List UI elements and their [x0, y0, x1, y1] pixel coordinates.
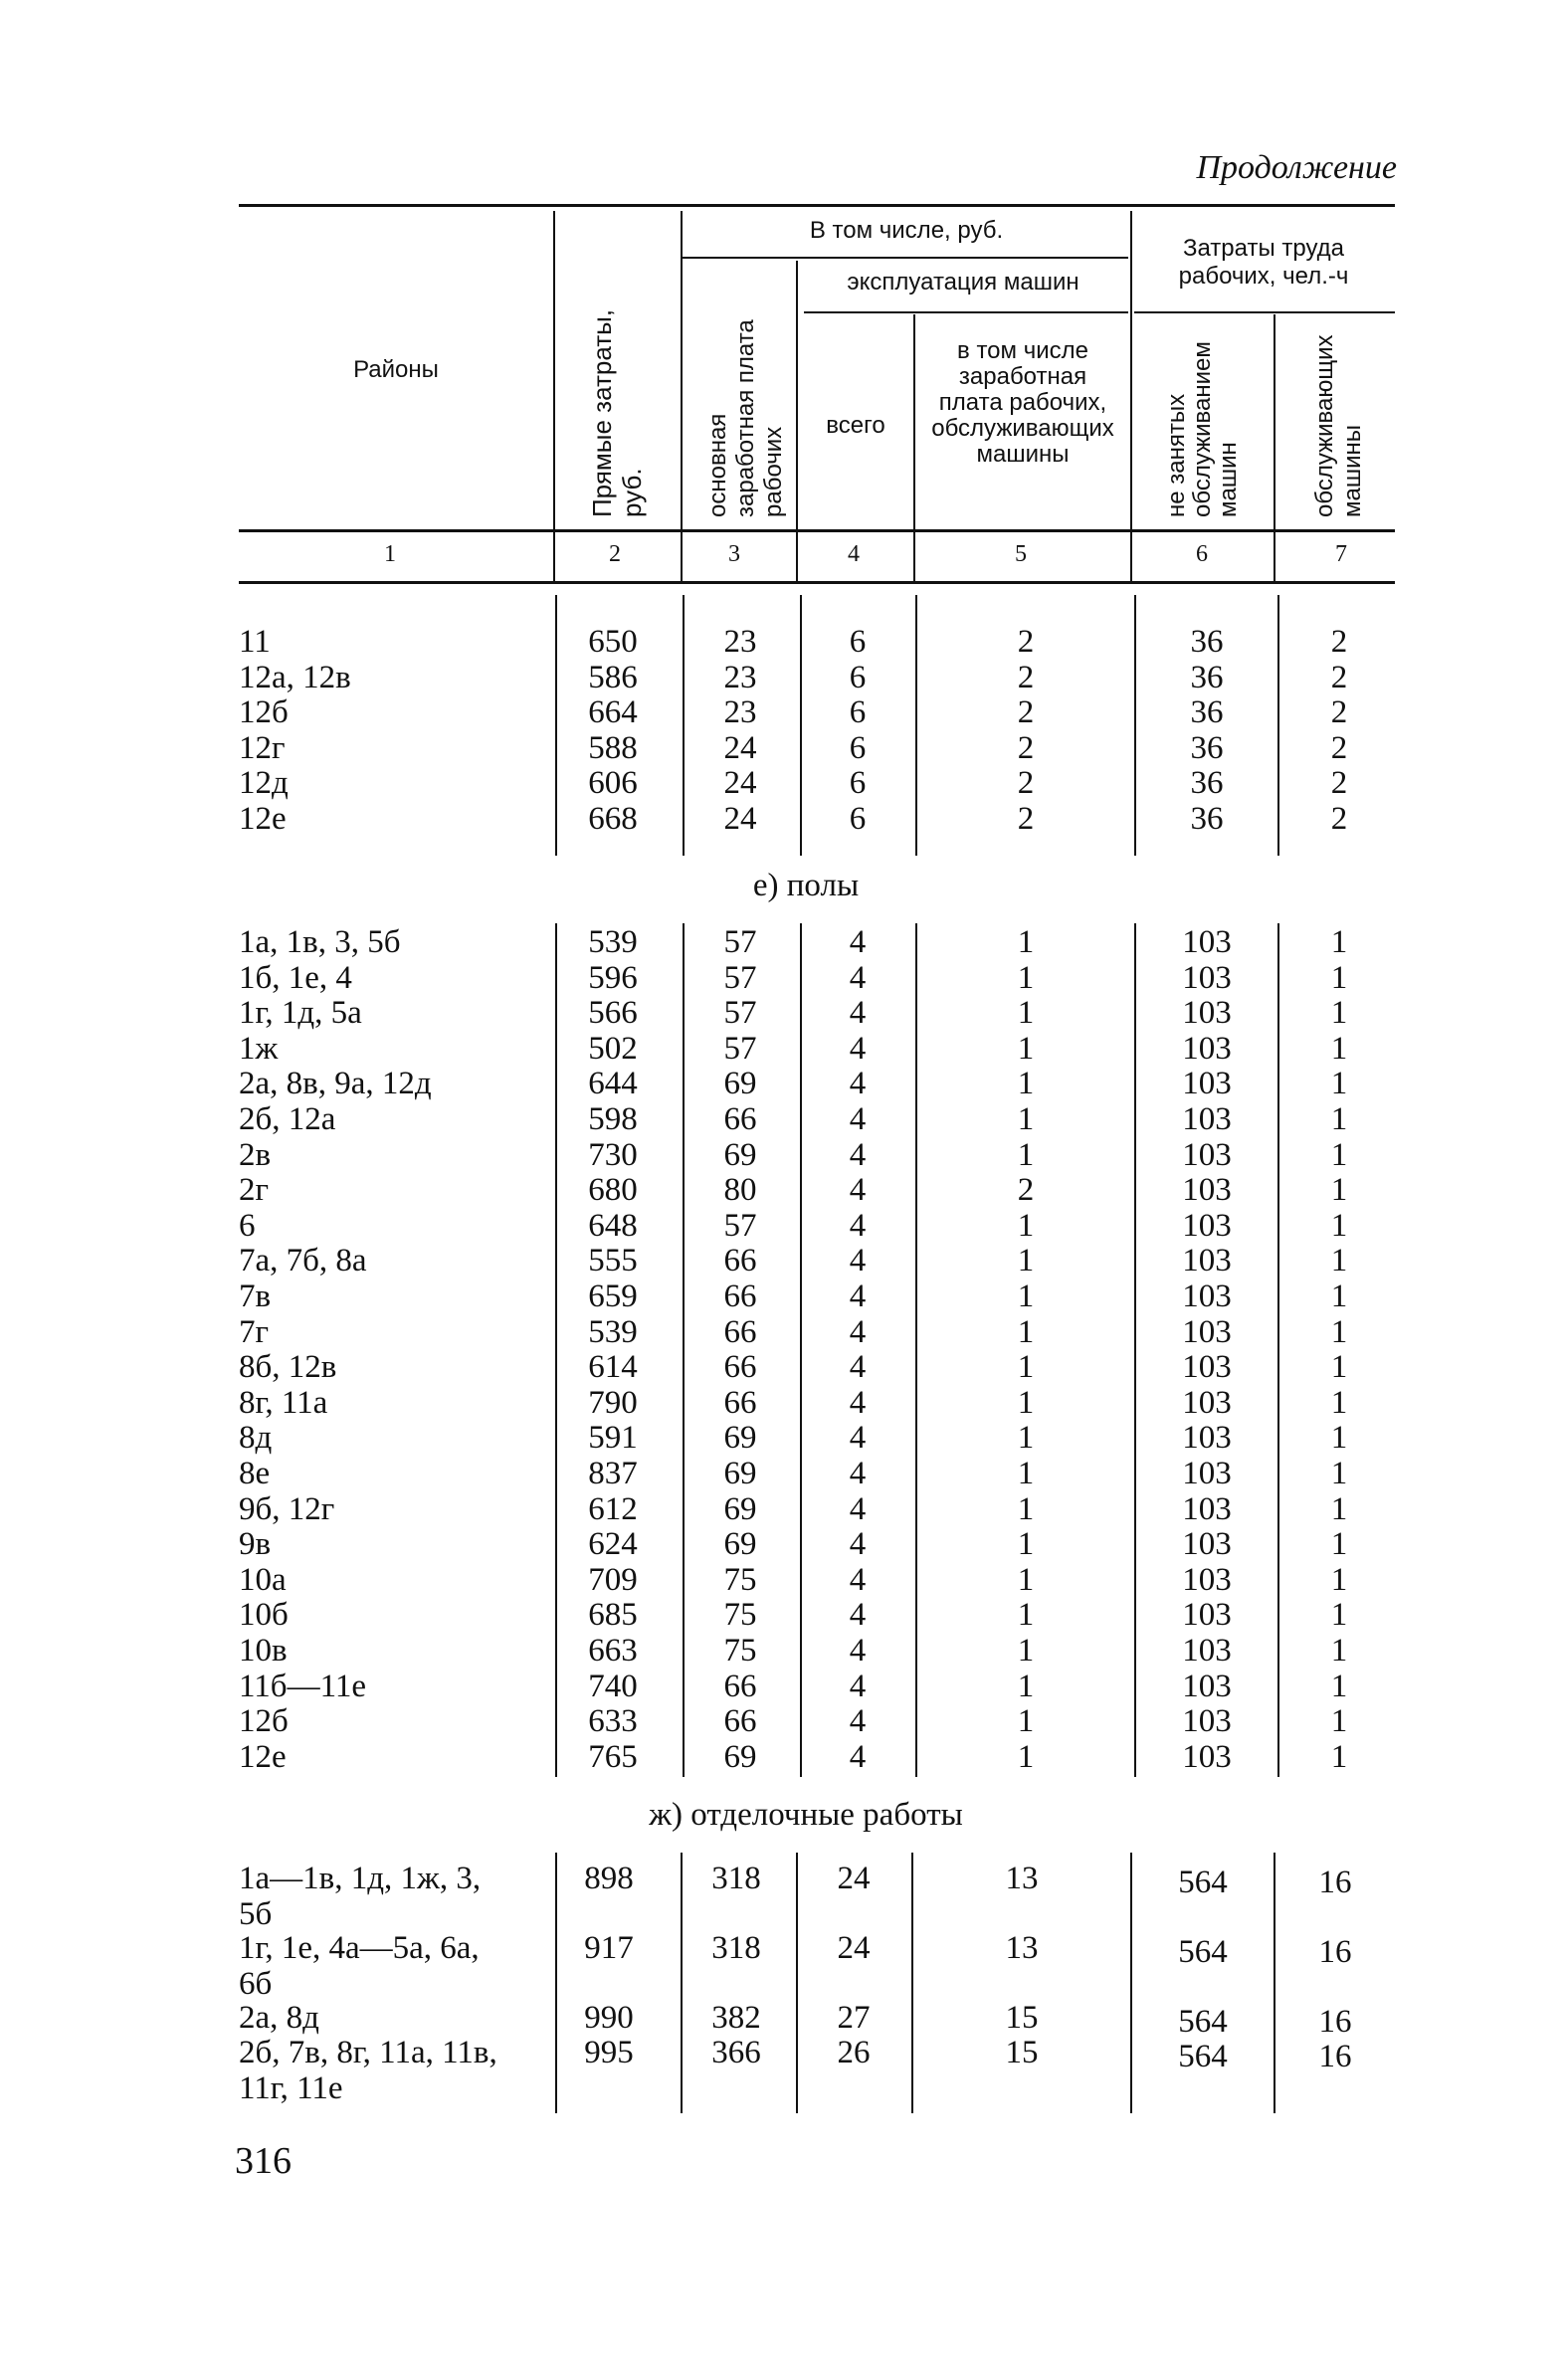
value-cell: 1: [1330, 1738, 1348, 1775]
region-cell: 8д: [239, 1420, 273, 1457]
body-divider: [915, 923, 917, 1777]
header-incl-group: В том числе, руб.: [809, 217, 1004, 244]
value-cell: 2: [1017, 694, 1035, 731]
header-sub-rule-incl: [683, 257, 1128, 259]
value-cell: 69: [723, 1526, 757, 1563]
region-cell: 12е: [239, 801, 287, 837]
value-cell: 1: [1330, 1136, 1348, 1173]
value-cell: 502: [588, 1030, 638, 1067]
value-cell: 4: [849, 1668, 867, 1704]
value-cell: 66: [723, 1278, 757, 1314]
region-cell: 1ж: [239, 1030, 279, 1067]
value-cell: 75: [723, 1597, 757, 1634]
region-cell: 12б: [239, 1703, 289, 1740]
value-cell: 57: [723, 959, 757, 996]
value-cell: 990: [584, 2000, 634, 2036]
region-line: 1г, 1е, 4а—5а, 6а,: [239, 1930, 480, 1966]
body-divider: [800, 595, 802, 856]
value-cell: 66: [723, 1243, 757, 1279]
value-cell: 4: [849, 1313, 867, 1350]
value-cell: 539: [588, 1313, 638, 1350]
value-cell: 16: [1318, 2039, 1352, 2074]
value-cell: 103: [1182, 1703, 1232, 1740]
value-cell: 917: [584, 1930, 634, 1966]
value-cell: 1: [1330, 1278, 1348, 1314]
value-cell: 1: [1330, 1703, 1348, 1740]
value-cell: 103: [1182, 1384, 1232, 1421]
value-cell: 103: [1182, 1420, 1232, 1457]
colnum: 6: [1196, 541, 1208, 567]
value-cell: 1: [1330, 1633, 1348, 1669]
value-cell: 69: [723, 1136, 757, 1173]
value-cell: 103: [1182, 1136, 1232, 1173]
value-cell: 1: [1330, 1561, 1348, 1598]
region-cell: 12д: [239, 765, 289, 802]
value-cell: 4: [849, 1490, 867, 1527]
body-divider: [1277, 595, 1279, 856]
region-cell: 7в: [239, 1278, 272, 1314]
region-cell: [239, 2035, 497, 2106]
value-cell: 13: [1005, 1861, 1039, 1896]
value-cell: 2: [1017, 765, 1035, 802]
value-cell: 103: [1182, 1243, 1232, 1279]
body-divider: [911, 1853, 913, 2113]
continuation-label: Продолжение: [1196, 149, 1397, 186]
value-cell: 612: [588, 1490, 638, 1527]
value-cell: 36: [1190, 624, 1224, 660]
value-cell: 103: [1182, 1101, 1232, 1137]
region-cell: [239, 1930, 480, 2002]
value-cell: 4: [849, 1136, 867, 1173]
value-cell: 1: [1330, 1207, 1348, 1244]
region-cell: 1б, 1е, 4: [239, 959, 352, 996]
header-top-rule: [239, 204, 1395, 207]
value-cell: 1: [1017, 1597, 1035, 1634]
colnum: 4: [848, 541, 860, 567]
value-cell: 318: [711, 1930, 761, 1966]
value-cell: 1: [1017, 1490, 1035, 1527]
value-cell: 596: [588, 959, 638, 996]
value-cell: 4: [849, 1349, 867, 1386]
value-cell: 1: [1330, 1456, 1348, 1491]
value-cell: 103: [1182, 995, 1232, 1032]
value-cell: 564: [1178, 2039, 1228, 2074]
value-cell: 624: [588, 1526, 638, 1563]
value-cell: 566: [588, 995, 638, 1032]
region-cell: 11б—11е: [239, 1668, 366, 1704]
value-cell: 6: [849, 659, 867, 695]
value-cell: 6: [849, 624, 867, 660]
value-cell: 1: [1330, 924, 1348, 960]
region-cell: 9б, 12г: [239, 1490, 335, 1527]
value-cell: 1: [1330, 1384, 1348, 1421]
header-direct-costs: Прямые затраты, руб.: [587, 308, 647, 517]
value-cell: 69: [723, 1456, 757, 1491]
value-cell: 1: [1017, 995, 1035, 1032]
value-cell: 650: [588, 624, 638, 660]
body-divider: [1134, 595, 1136, 856]
body-divider: [555, 923, 557, 1777]
value-cell: 588: [588, 729, 638, 766]
value-cell: 539: [588, 924, 638, 960]
region-cell: 12е: [239, 1738, 287, 1775]
value-cell: 4: [849, 1101, 867, 1137]
value-cell: 1: [1330, 1243, 1348, 1279]
region-line: 11г, 11е: [239, 2070, 343, 2106]
value-cell: 898: [584, 1861, 634, 1896]
header-machine-wage: в том числе заработная плата рабочих, обслуживающих машины: [931, 337, 1114, 468]
body-divider: [1274, 1853, 1275, 2113]
value-cell: 765: [588, 1738, 638, 1775]
region-line: 6б: [239, 1966, 273, 2002]
value-cell: 668: [588, 801, 638, 837]
value-cell: 103: [1182, 1030, 1232, 1067]
value-cell: 2: [1330, 694, 1348, 731]
region-cell: 6: [239, 1207, 256, 1244]
value-cell: 564: [1178, 2004, 1228, 2040]
value-cell: 1: [1017, 1313, 1035, 1350]
value-cell: 1: [1017, 1066, 1035, 1102]
value-cell: 4: [849, 1384, 867, 1421]
value-cell: 995: [584, 2035, 634, 2070]
value-cell: 1: [1330, 1668, 1348, 1704]
value-cell: 103: [1182, 1207, 1232, 1244]
value-cell: 103: [1182, 959, 1232, 996]
value-cell: 586: [588, 659, 638, 695]
value-cell: 4: [849, 1207, 867, 1244]
header-divider: [681, 211, 683, 581]
region-cell: 10в: [239, 1633, 288, 1669]
value-cell: 66: [723, 1101, 757, 1137]
value-cell: 790: [588, 1384, 638, 1421]
value-cell: 66: [723, 1384, 757, 1421]
header-divider: [553, 211, 555, 581]
value-cell: 6: [849, 801, 867, 837]
value-cell: 23: [723, 624, 757, 660]
value-cell: 2: [1330, 765, 1348, 802]
value-cell: 1: [1017, 1278, 1035, 1314]
section-title-floors: е) полы: [752, 868, 860, 903]
value-cell: 4: [849, 1030, 867, 1067]
value-cell: 659: [588, 1278, 638, 1314]
value-cell: 103: [1182, 1526, 1232, 1563]
value-cell: 24: [723, 801, 757, 837]
value-cell: 4: [849, 1456, 867, 1491]
value-cell: 709: [588, 1561, 638, 1598]
body-divider: [681, 1853, 683, 2113]
value-cell: 4: [849, 1703, 867, 1740]
value-cell: 1: [1017, 924, 1035, 960]
value-cell: 103: [1182, 1668, 1232, 1704]
value-cell: 4: [849, 959, 867, 996]
value-cell: 366: [711, 2035, 761, 2070]
value-cell: 1: [1330, 1066, 1348, 1102]
value-cell: 1: [1330, 1597, 1348, 1634]
value-cell: 1: [1330, 1030, 1348, 1067]
region-cell: 10б: [239, 1597, 289, 1634]
value-cell: 36: [1190, 729, 1224, 766]
header-divider: [1274, 314, 1275, 581]
value-cell: 4: [849, 1597, 867, 1634]
value-cell: 606: [588, 765, 638, 802]
value-cell: 664: [588, 694, 638, 731]
value-cell: 103: [1182, 1490, 1232, 1527]
body-divider: [683, 923, 685, 1777]
value-cell: 103: [1182, 924, 1232, 960]
region-cell: 2б, 12а: [239, 1101, 336, 1137]
value-cell: 1: [1330, 995, 1348, 1032]
value-cell: 1: [1330, 1313, 1348, 1350]
value-cell: 15: [1005, 2000, 1039, 2036]
value-cell: 103: [1182, 1349, 1232, 1386]
header-divider: [913, 314, 915, 581]
value-cell: 644: [588, 1066, 638, 1102]
value-cell: 103: [1182, 1313, 1232, 1350]
value-cell: 36: [1190, 765, 1224, 802]
value-cell: 1: [1017, 1349, 1035, 1386]
region-cell: 2в: [239, 1136, 272, 1173]
value-cell: 4: [849, 1526, 867, 1563]
value-cell: 1: [1017, 1526, 1035, 1563]
region-cell: 8б, 12в: [239, 1349, 337, 1386]
value-cell: 75: [723, 1633, 757, 1669]
value-cell: 15: [1005, 2035, 1039, 2070]
region-cell: 7а, 7б, 8а: [239, 1243, 367, 1279]
value-cell: 4: [849, 1738, 867, 1775]
value-cell: 1: [1017, 1207, 1035, 1244]
body-divider: [555, 1853, 557, 2113]
value-cell: 26: [837, 2035, 871, 2070]
value-cell: 66: [723, 1349, 757, 1386]
value-cell: 1: [1330, 1101, 1348, 1137]
value-cell: 23: [723, 659, 757, 695]
value-cell: 1: [1330, 1349, 1348, 1386]
value-cell: 66: [723, 1668, 757, 1704]
value-cell: 103: [1182, 1172, 1232, 1209]
value-cell: 57: [723, 995, 757, 1032]
header-labor-group: Затраты труда рабочих, чел.-ч: [1178, 235, 1349, 290]
colnum: 2: [609, 541, 621, 567]
region-cell: 7г: [239, 1313, 270, 1350]
value-cell: 648: [588, 1207, 638, 1244]
value-cell: 36: [1190, 694, 1224, 731]
value-cell: 2: [1330, 659, 1348, 695]
value-cell: 1: [1017, 1703, 1035, 1740]
value-cell: 614: [588, 1349, 638, 1386]
value-cell: 382: [711, 2000, 761, 2036]
region-line: 2б, 7в, 8г, 11а, 11в,: [239, 2035, 497, 2070]
value-cell: 598: [588, 1101, 638, 1137]
region-cell: 10а: [239, 1561, 287, 1598]
value-cell: 1: [1330, 959, 1348, 996]
region-cell: 11: [239, 624, 271, 660]
value-cell: 1: [1017, 959, 1035, 996]
value-cell: 103: [1182, 1597, 1232, 1634]
region-cell: 12б: [239, 694, 289, 731]
region-cell: 9в: [239, 1526, 272, 1563]
colnum: 1: [384, 541, 396, 567]
value-cell: 57: [723, 924, 757, 960]
body-divider: [555, 595, 557, 856]
value-cell: 837: [588, 1456, 638, 1491]
value-cell: 57: [723, 1030, 757, 1067]
value-cell: 1: [1017, 1668, 1035, 1704]
value-cell: 16: [1318, 2004, 1352, 2040]
value-cell: 318: [711, 1861, 761, 1896]
value-cell: 4: [849, 1066, 867, 1102]
value-cell: 4: [849, 1420, 867, 1457]
header-total: всего: [826, 412, 885, 439]
value-cell: 57: [723, 1207, 757, 1244]
value-cell: 4: [849, 1243, 867, 1279]
body-divider: [1134, 923, 1136, 1777]
region-line: 2а, 8д: [239, 2000, 319, 2036]
page-number: 316: [235, 2140, 292, 2182]
region-cell: 8е: [239, 1456, 271, 1491]
value-cell: 69: [723, 1738, 757, 1775]
body-divider: [1277, 923, 1279, 1777]
value-cell: 103: [1182, 1456, 1232, 1491]
value-cell: 2: [1330, 801, 1348, 837]
value-cell: 1: [1330, 1490, 1348, 1527]
header-sub-rule-labor: [1134, 311, 1395, 313]
value-cell: 103: [1182, 1738, 1232, 1775]
value-cell: 2: [1017, 801, 1035, 837]
value-cell: 36: [1190, 801, 1224, 837]
value-cell: 75: [723, 1561, 757, 1598]
value-cell: 4: [849, 1278, 867, 1314]
value-cell: 564: [1178, 1934, 1228, 1970]
value-cell: 1: [1017, 1136, 1035, 1173]
value-cell: 1: [1017, 1101, 1035, 1137]
value-cell: 69: [723, 1066, 757, 1102]
value-cell: 2: [1017, 624, 1035, 660]
value-cell: 4: [849, 1561, 867, 1598]
value-cell: 69: [723, 1490, 757, 1527]
value-cell: 103: [1182, 1066, 1232, 1102]
value-cell: 103: [1182, 1561, 1232, 1598]
value-cell: 1: [1330, 1526, 1348, 1563]
region-cell: 12а, 12в: [239, 659, 351, 695]
value-cell: 4: [849, 1633, 867, 1669]
body-divider: [683, 595, 685, 856]
value-cell: 103: [1182, 1278, 1232, 1314]
value-cell: 633: [588, 1703, 638, 1740]
header-not-machines: не занятых обслуживанием машин: [1163, 341, 1242, 517]
value-cell: 103: [1182, 1633, 1232, 1669]
value-cell: 564: [1178, 1865, 1228, 1900]
colnum: 7: [1335, 541, 1347, 567]
body-divider: [1130, 1853, 1132, 2113]
region-line: 1а—1в, 1д, 1ж, 3,: [239, 1861, 482, 1896]
colnum: 3: [728, 541, 740, 567]
value-cell: 27: [837, 2000, 871, 2036]
region-cell: 2г: [239, 1172, 270, 1209]
value-cell: 2: [1330, 729, 1348, 766]
value-cell: 1: [1017, 1384, 1035, 1421]
region-cell: 2а, 8в, 9а, 12д: [239, 1066, 432, 1102]
value-cell: 1: [1017, 1420, 1035, 1457]
value-cell: 555: [588, 1243, 638, 1279]
header-regions: Районы: [353, 356, 439, 383]
region-cell: [239, 1861, 481, 1932]
section-title-finishing: ж) отделочные работы: [649, 1797, 963, 1833]
value-cell: 66: [723, 1313, 757, 1350]
value-cell: 16: [1318, 1934, 1352, 1970]
region-cell: 1а, 1в, 3, 5б: [239, 924, 401, 960]
value-cell: 4: [849, 995, 867, 1032]
value-cell: 24: [837, 1861, 871, 1896]
body-divider: [915, 595, 917, 856]
value-cell: 2: [1017, 1172, 1035, 1209]
value-cell: 66: [723, 1703, 757, 1740]
value-cell: 23: [723, 694, 757, 731]
region-line: 5б: [239, 1896, 273, 1932]
value-cell: 1: [1330, 1420, 1348, 1457]
value-cell: 2: [1017, 659, 1035, 695]
header-base-wage: основная заработная плата рабочих: [704, 319, 787, 517]
value-cell: 591: [588, 1420, 638, 1457]
value-cell: 6: [849, 729, 867, 766]
header-bottom-rule: [239, 529, 1395, 532]
value-cell: 685: [588, 1597, 638, 1634]
value-cell: 13: [1005, 1930, 1039, 1966]
value-cell: 6: [849, 694, 867, 731]
header-machines-group: эксплуатация машин: [847, 269, 1079, 295]
value-cell: 6: [849, 765, 867, 802]
value-cell: 1: [1017, 1456, 1035, 1491]
region-cell: 1г, 1д, 5а: [239, 995, 362, 1032]
value-cell: 730: [588, 1136, 638, 1173]
value-cell: 80: [723, 1172, 757, 1209]
value-cell: 1: [1017, 1633, 1035, 1669]
value-cell: 1: [1330, 1172, 1348, 1209]
region-cell: 12г: [239, 729, 286, 766]
body-divider: [800, 923, 802, 1777]
value-cell: 680: [588, 1172, 638, 1209]
value-cell: 4: [849, 924, 867, 960]
colnum-bottom-rule: [239, 581, 1395, 584]
value-cell: 16: [1318, 1865, 1352, 1900]
value-cell: 740: [588, 1668, 638, 1704]
body-divider: [796, 1853, 798, 2113]
value-cell: 24: [837, 1930, 871, 1966]
header-sub-rule-machines: [804, 311, 1128, 313]
value-cell: 36: [1190, 659, 1224, 695]
header-machines: обслуживающих машины: [1311, 334, 1366, 517]
value-cell: 4: [849, 1172, 867, 1209]
value-cell: 24: [723, 765, 757, 802]
value-cell: 2: [1017, 729, 1035, 766]
value-cell: 1: [1017, 1243, 1035, 1279]
colnum: 5: [1015, 541, 1027, 567]
value-cell: 1: [1017, 1738, 1035, 1775]
value-cell: 2: [1330, 624, 1348, 660]
value-cell: 24: [723, 729, 757, 766]
value-cell: 1: [1017, 1561, 1035, 1598]
region-cell: [239, 2000, 319, 2036]
region-cell: 8г, 11а: [239, 1384, 328, 1421]
value-cell: 663: [588, 1633, 638, 1669]
value-cell: 69: [723, 1420, 757, 1457]
value-cell: 1: [1017, 1030, 1035, 1067]
